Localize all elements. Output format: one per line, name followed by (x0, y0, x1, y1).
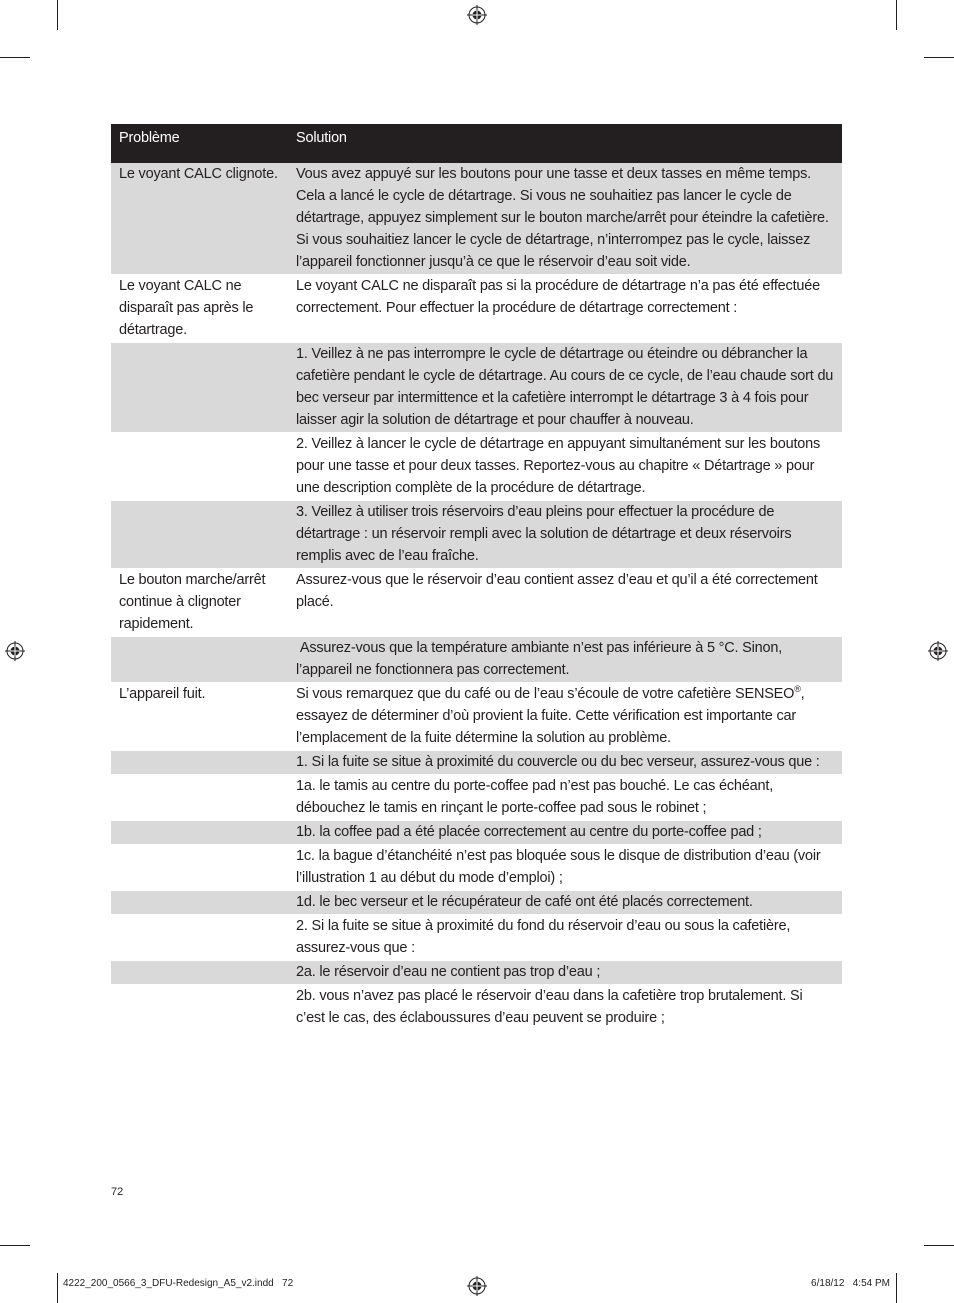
solution-cell: 1b. la coffee pad a été placée correctement au centre du porte-coffee pad ; (288, 821, 842, 845)
table-row (111, 569, 842, 637)
table-row (111, 985, 842, 1031)
registration-mark-icon (5, 641, 25, 661)
solution-cell: Assurez-vous que la température ambiante n’est pas inférieure à 5 °C. Sinon, l’appareil ne fonctionnera pas correctement. (288, 637, 842, 683)
crop-mark-bottom-left-h (0, 1245, 30, 1246)
solution-cell: 1c. la bague d’étanchéité n’est pas bloquée sous le disque de distribution d’eau (voir l’illustration 1 au début du mode d’emploi) ; (288, 845, 842, 891)
solution-cell: 1. Veillez à ne pas interrompre le cycle de détartrage ou éteindre ou débrancher la cafetière pendant le cycle de détartrage. Au cours de ce cycle, de l’eau chaude sort du bec verseur par intermittence et la cafetière interrompt le détartrage 3 à 4 fois pour laisser agir la solution de détartrage et pour chauffer à nouveau. (288, 343, 842, 433)
solution-cell: 1. Si la fuite se situe à proximité du couvercle ou du bec verseur, assurez-vous que : (288, 751, 842, 775)
table-row (111, 915, 842, 961)
solution-cell: 2a. le réservoir d’eau ne contient pas trop d’eau ; (288, 961, 842, 985)
problem-cell (111, 915, 288, 961)
slug-date: 6/18/12 4:54 PM (811, 1278, 890, 1289)
problem-cell: Le voyant CALC ne disparaît pas après le détartrage. (111, 275, 288, 343)
crop-mark-top-left-v (57, 0, 58, 30)
crop-mark-top-right-h (924, 57, 954, 58)
table-row (111, 961, 842, 985)
registration-mark-icon (928, 641, 948, 661)
problem-cell (111, 821, 288, 845)
solution-cell: 2b. vous n’avez pas placé le réservoir d’eau dans la cafetière trop brutalement. Si c’est le cas, des éclaboussures d’eau peuvent se produire ; (288, 985, 842, 1031)
solution-text: , essayez de déterminer d’où provient la fuite. Cette vérification est importante car l’emplacement de la fuite détermine la solution au problème. (296, 686, 805, 746)
header-problem: Problème (111, 124, 288, 163)
table-row (111, 433, 842, 501)
table-row (111, 637, 842, 683)
problem-cell (111, 891, 288, 915)
problem-cell (111, 343, 288, 433)
table-row (111, 501, 842, 569)
table-row (111, 751, 842, 775)
problem-cell: Le bouton marche/arrêt continue à clignoter rapidement. (111, 569, 288, 637)
problem-cell (111, 775, 288, 821)
crop-mark-bottom-right-v (896, 1273, 897, 1303)
crop-mark-bottom-left-v (57, 1273, 58, 1303)
registration-mark-icon (467, 5, 487, 25)
table-header-row (111, 124, 842, 163)
solution-cell: 2. Veillez à lancer le cycle de détartrage en appuyant simultanément sur les boutons pour une tasse et pour deux tasses. Reportez-vous au chapitre « Détartrage » pour une description complète de la procédure de détartrage. (288, 433, 842, 501)
slug-file-name: 4222_200_0566_3_DFU-Redesign_A5_v2.indd 72 (63, 1278, 294, 1289)
table-row (111, 891, 842, 915)
problem-cell: Le voyant CALC clignote. (111, 163, 288, 275)
table-row (111, 821, 842, 845)
problem-cell (111, 501, 288, 569)
header-solution: Solution (288, 124, 842, 163)
troubleshooting-table (111, 124, 842, 1031)
registration-mark-icon (467, 1276, 487, 1296)
table-row (111, 343, 842, 433)
solution-cell (288, 683, 842, 751)
table-row (111, 683, 842, 751)
problem-cell (111, 751, 288, 775)
solution-cell: 3. Veillez à utiliser trois réservoirs d’eau pleins pour effectuer la procédure de détartrage : un réservoir rempli avec la solution de détartrage et deux réservoirs remplis avec de l’eau fraîche. (288, 501, 842, 569)
table-row (111, 845, 842, 891)
solution-cell: 2. Si la fuite se situe à proximité du fond du réservoir d’eau ou sous la cafetière, assurez-vous que : (288, 915, 842, 961)
page-number: 72 (111, 1186, 124, 1198)
solution-cell: Vous avez appuyé sur les boutons pour une tasse et deux tasses en même temps. Cela a lancé le cycle de détartrage. Si vous ne souhaitiez pas lancer le cycle de détartrage, appuyez simplement sur le bouton marche/arrêt pour éteindre la cafetière. Si vous souhaitiez lancer le cycle de détartrage, n’interrompez pas le cycle, laissez l’appareil fonctionner jusqu’à ce que le réservoir d’eau soit vide. (288, 163, 842, 275)
registered-trademark: ® (794, 684, 801, 695)
problem-cell (111, 433, 288, 501)
solution-cell: 1a. le tamis au centre du porte-coffee pad n’est pas bouché. Le cas échéant, débouchez le tamis en rinçant le porte-coffee pad sous le robinet ; (288, 775, 842, 821)
crop-mark-top-right-v (896, 0, 897, 30)
problem-cell (111, 637, 288, 683)
solution-text: Si vous remarquez que du café ou de l’eau s’écoule de votre cafetière SENSEO (296, 686, 795, 702)
crop-mark-bottom-right-h (924, 1245, 954, 1246)
table-row (111, 275, 842, 343)
crop-mark-top-left-h (0, 57, 30, 58)
problem-cell: L’appareil fuit. (111, 683, 288, 751)
solution-cell: 1d. le bec verseur et le récupérateur de café ont été placés correctement. (288, 891, 842, 915)
problem-cell (111, 845, 288, 891)
problem-cell (111, 985, 288, 1031)
solution-cell: Assurez-vous que le réservoir d’eau contient assez d’eau et qu’il a été correctement placé. (288, 569, 842, 637)
table-row (111, 775, 842, 821)
solution-cell: Le voyant CALC ne disparaît pas si la procédure de détartrage n’a pas été effectuée correctement. Pour effectuer la procédure de détartrage correctement : (288, 275, 842, 343)
table-row (111, 163, 842, 275)
problem-cell (111, 961, 288, 985)
